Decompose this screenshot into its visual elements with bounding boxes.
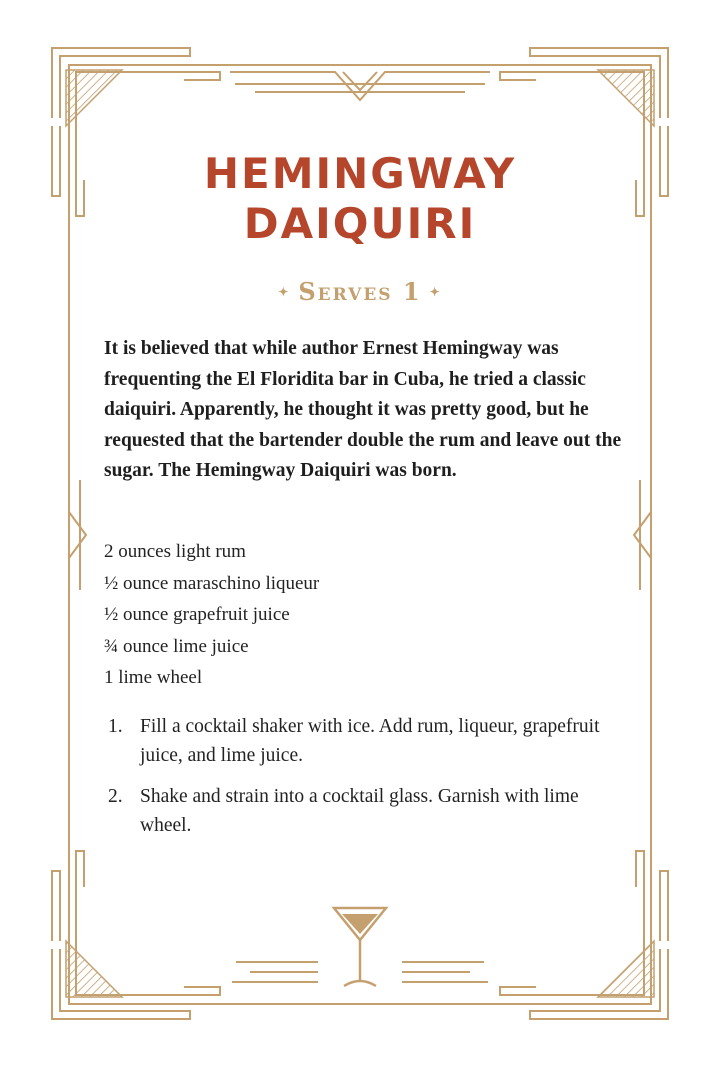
ingredient-item: 1 lime wheel [104,667,203,688]
step-number: 2. [108,786,123,807]
ingredient-item: ½ ounce maraschino liqueur [104,572,320,594]
diamond-icon: ✦ [278,285,291,299]
serves-text: Serves 1 [298,277,422,306]
instruction-step [104,782,624,840]
step-text: Fill a cocktail shaker with ice. Add rum, liqueur, grapefruit juice, and lime juice. [140,716,600,766]
step-number: 1. [108,716,123,737]
ingredient-list [104,536,319,694]
instruction-list [104,712,624,852]
recipe-title-line-1: HEMINGWAY [203,149,517,198]
ingredient-item: 2 ounces light rum [104,541,246,562]
recipe-intro: It is believed that while author Ernest Hemingway was frequenting the El Floridita bar in Cuba, he tried a classic daiquiri. Apparently, he thought it was pretty good, but he requested that the bartender double the rum and leave out the sugar. The Hemingway Daiquiri was born. [104,338,622,481]
top-center-ornament [230,72,490,100]
instruction-step [104,712,624,770]
left-side-ornament [69,480,86,590]
corner-hatch-top-right [598,70,654,126]
corner-hatch-bottom-left [66,941,122,997]
step-text: Shake and strain into a cocktail glass. Garnish with lime wheel. [140,786,579,836]
corner-hatch-bottom-right [598,941,654,997]
diamond-icon: ✦ [429,285,442,299]
corner-hatch-top-left [66,70,122,126]
cocktail-glass-icon [334,908,386,986]
ingredient-item: ½ ounce grapefruit juice [104,604,290,625]
recipe-title-line-2: DAIQUIRI [243,199,477,248]
ingredient-item: ¾ ounce lime juice [104,635,249,657]
serves-heading [0,277,720,307]
right-side-ornament [634,480,651,590]
